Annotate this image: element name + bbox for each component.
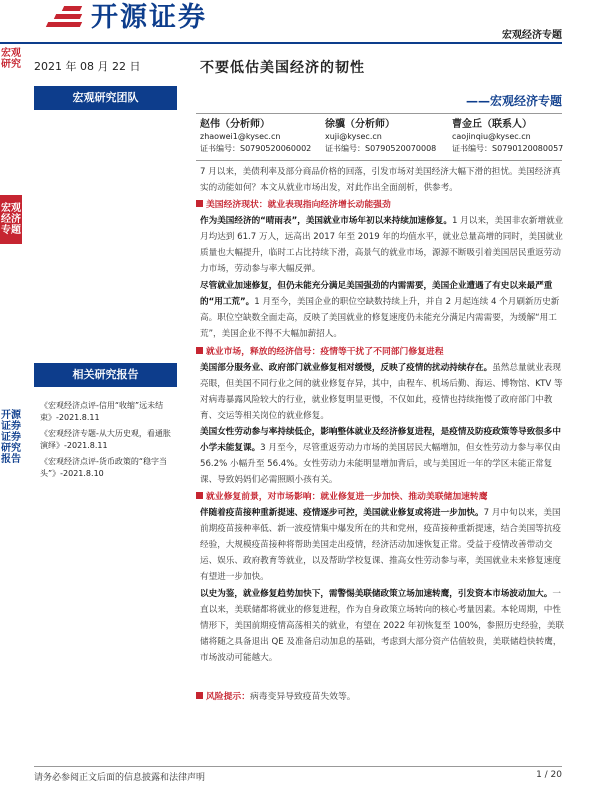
square-bullet-icon — [196, 492, 203, 499]
author-block — [325, 119, 436, 155]
author-email[interactable]: xuji@kysec.cn — [325, 132, 382, 141]
author-email[interactable]: zhaowei1@kysec.cn — [200, 132, 281, 141]
related-report-link[interactable]: 《宏观经济专题-从大历史观，看通胀演绎》-2021.8.11 — [40, 429, 171, 450]
square-bullet-icon — [196, 347, 203, 354]
square-bullet-icon — [196, 692, 203, 699]
risk-warning: 风险提示：病毒变异导致疫苗失效等。 — [196, 690, 564, 704]
kaiyuan-logo — [45, 0, 245, 36]
logo-mark-icon — [45, 2, 85, 34]
body-paragraph: 伴随着疫苗接种重新提速、疫情逐步可控，美国就业修复或将进一步加快。7 月中旬以来，美国前期疫苗接种率低、新一波疫情集中爆发所在的共和党州，疫苗接种重新提速，结合美国等抗疫经验，大规模疫苗接种将帮助美国走出疫情，经济活动加速恢复正常。受益于疫情改善带动交运、娱乐、政府教育等就业，以及帮助学校复课、推高女性劳动参与率，美国就业未来修复速度有望进一步加快。 — [200, 508, 561, 582]
author-cert: 证书编号：S0790120080057 — [452, 144, 564, 153]
logo-text: 开源证券 — [91, 2, 207, 33]
header-divider — [0, 42, 562, 44]
footer-divider — [34, 766, 562, 767]
section-heading: 美国经济现状：就业表现指向经济增长动能强劲 — [196, 198, 564, 212]
body-paragraph: 以史为鉴，就业修复趋势加快下，需警惕美联储政策立场加速转鹰，引发资本市场波动加大。一直以来，美联储都将就业的修复进程，作为自身政策立场转向的核心考量因素。本轮周期，中性情形下，美国前期疫情高荡相关的就业，有望在 2022 年初恢复至 100%，参照历史经验，美联储将随之具备退出 QE 及准备启动加息的基础，考虑到大部分资产估值较贵，美联储趋快转鹰，市场波动可能越大。 — [200, 589, 565, 663]
author-block — [200, 119, 311, 155]
author-name: 曹金丘（联系人） — [452, 119, 532, 130]
author-divider — [196, 160, 562, 161]
footer-disclaimer: 请务必参阅正文后面的信息披露和法律声明 — [34, 773, 206, 783]
body-paragraph: 尽管就业加速修复，但仍未能充分满足美国强劲的内需需要，美国企业遭遇了有史以来最严重的“用工荒”。1 月至今，美国企业的职位空缺数持续上升，并自 2 月起连续 4 个月刷新历史新高。职位空缺数全面走高，反映了美国就业的修复速度仍未能充分满足内需需要，为缓解“用工荒”，美国企业不得不大幅加薪招人。 — [200, 281, 560, 339]
related-report-link[interactable]: 《宏观经济点评-货币政策的“稳字当头”》-2021.8.10 — [40, 457, 168, 478]
author-name: 赵伟（分析师） — [200, 119, 270, 130]
author-block — [452, 119, 563, 155]
author-cert: 证书编号：S0790520060002 — [200, 144, 312, 153]
header-report-type: 宏观经济专题 — [502, 30, 562, 41]
sidebar-label-research: 宏观研究 — [1, 48, 21, 70]
related-report-link[interactable]: 《宏观经济点评-信用“收缩”远未结束》-2021.8.11 — [40, 401, 164, 422]
author-cert: 证书编号：S0790520070008 — [325, 144, 437, 153]
body-paragraph: 美国部分服务业、政府部门就业修复相对缓慢，反映了疫情的扰动持续存在。虽然总量就业表现亮眼，但美国不同行业之间的就业修复存异，其中，由程车、机场后勤、海运、博物馆、KTV 等对病毒暴露风险较大的行业，就业修复明显更慢，不仅如此，疫情也持续拖慢了政府部门中教育、交运等相关岗位的就业修复。 — [200, 363, 563, 421]
square-bullet-icon — [196, 200, 203, 207]
body-paragraph: 作为美国经济的“晴雨表”，美国就业市场年初以来持续加速修复。1 月以来，美国非农新增就业月均达到 61.7 万人，远高出 2017 年至 2019 年的均值水平，就业总量高增的同时，美国就业质量也大幅提升，临时工占比持续下滑，高景气的就业市场，源源不断吸引着美国居民重返劳动力市场，劳动参与率大幅反弹。 — [200, 216, 564, 274]
sidebar-label-topic: 宏观经济专题 — [0, 195, 22, 244]
related-reports-heading: 相关研究报告 — [34, 363, 177, 387]
intro-paragraph: 7 月以来，美债利率及部分商品价格的回落，引发市场对美国经济大幅下滑的担忧。美国经济真实的动能如何？本文从就业市场出发，对此作出全面剖析，供参考。 — [200, 167, 561, 193]
report-title: 不要低估美国经济的韧性 — [200, 60, 365, 76]
report-subtitle: ——宏观经济专题 — [465, 94, 562, 108]
sidebar-label-company: 开源证券 证券研究报告 — [1, 410, 21, 465]
author-name: 徐骥（分析师） — [325, 119, 395, 130]
section-heading: 就业市场，释放的经济信号：疫情等干扰了不同部门修复进程 — [196, 345, 564, 359]
page-number: 1 / 20 — [536, 770, 562, 780]
section-heading: 就业修复前景，对市场影响：就业修复进一步加快、推动美联储加速转鹰 — [196, 490, 564, 504]
team-banner: 宏观研究团队 — [34, 86, 177, 110]
body-paragraph: 美国女性劳动参与率持续低企，影响整体就业及经济修复进程，是疫情及防疫政策等导致很多中小学未能复课。3 月至今，尽管重返劳动力市场的美国居民大幅增加，但女性劳动力参与率仅由 56.2% 小幅升至 56.4%。女性劳动力未能明显增加背后，或与美国近一年的学区未能正常复课、导致妈妈们必需照顾小孩有关。 — [200, 427, 561, 485]
author-email[interactable]: caojinqiu@kysec.cn — [452, 132, 531, 141]
report-date: 2021 年 08 月 22 日 — [34, 60, 141, 73]
title-divider — [196, 113, 562, 114]
